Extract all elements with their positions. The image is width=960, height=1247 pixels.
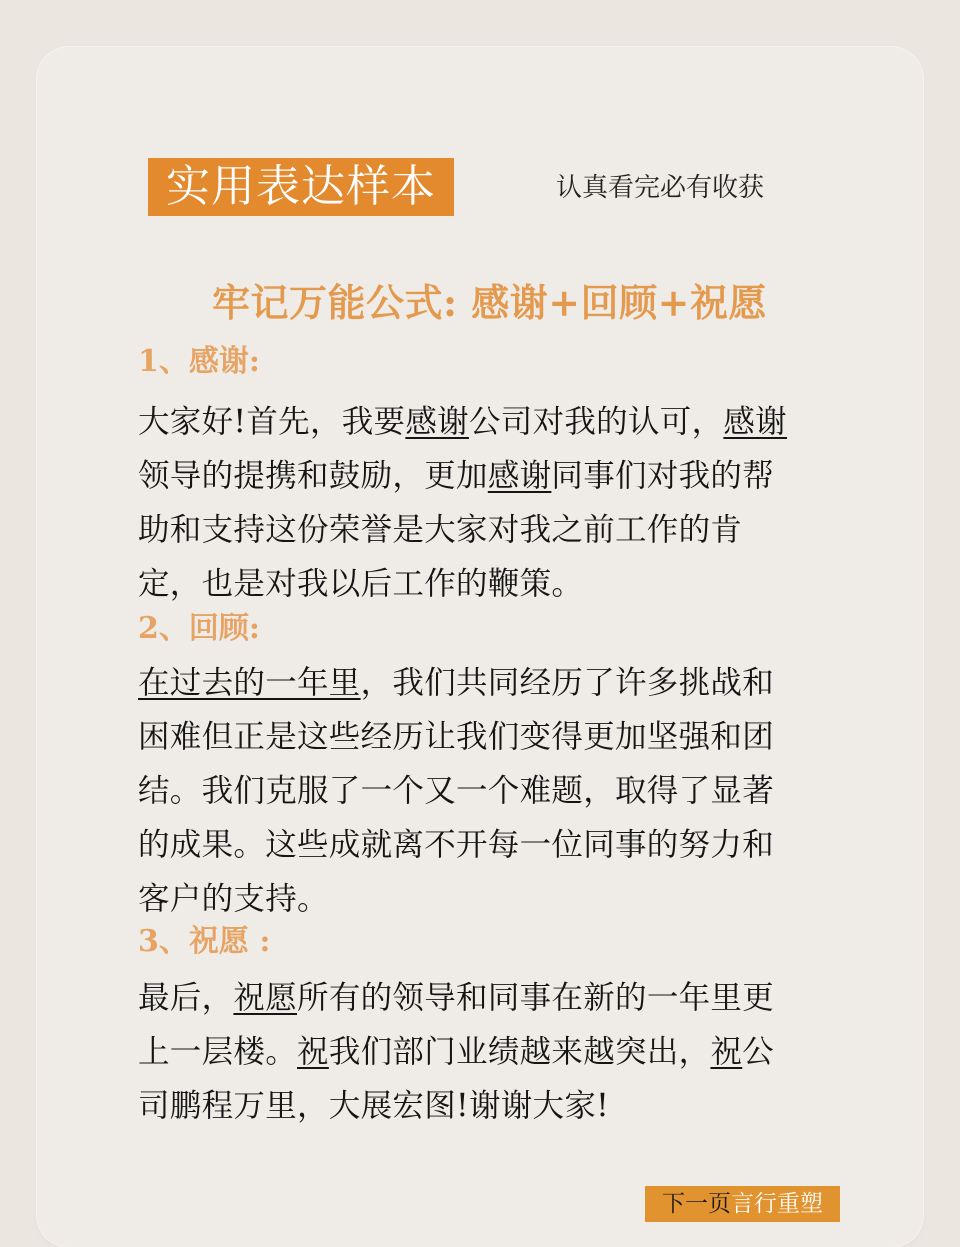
paragraph-line (138, 1025, 838, 1079)
title-badge: 实用表达样本 (148, 158, 454, 216)
text-run: 同事们对我的帮 (551, 458, 775, 494)
text-run: 大家好!首先，我要 (138, 404, 406, 440)
paragraph-line (138, 656, 838, 710)
section-title-thanks: 1、感谢: (138, 344, 260, 379)
formula-heading: 牢记万能公式: 感谢+回顾+祝愿 (212, 280, 767, 325)
underlined-text: 祝愿 (233, 980, 298, 1016)
text-run: 公 (742, 1034, 775, 1070)
underlined-text: 感谢 (405, 404, 469, 440)
brand-name: 言行重塑 (731, 1191, 823, 1217)
paragraph-line: 助和支持这份荣誉是大家对我之前工作的肯 (138, 512, 743, 548)
text-run: ，我们共同经历了许多挑战和 (360, 665, 775, 701)
text-run: 领导的提携和鼓励，更加 (138, 458, 488, 494)
paragraph-thanks (138, 395, 838, 611)
next-page-label: 下一页 (662, 1191, 731, 1217)
underlined-text: 祝 (710, 1034, 743, 1070)
paragraph-line: 客户的支持。 (138, 881, 329, 917)
paragraph-line (138, 971, 838, 1025)
section-title-wishes: 3、祝愿 : (138, 924, 271, 959)
paragraph-wishes (138, 971, 838, 1133)
paragraph-line (138, 395, 838, 449)
text-run: 上一层楼。 (138, 1034, 298, 1070)
paragraph-line: 定，也是对我以后工作的鞭策。 (138, 566, 584, 602)
paragraph-line: 的成果。这些成就离不开每一位同事的努力和 (138, 827, 775, 863)
underlined-text: 祝 (297, 1034, 329, 1070)
underlined-text: 感谢 (723, 404, 787, 440)
section-title-review: 2、回顾: (138, 611, 260, 646)
paragraph-line: 困难但正是这些经历让我们变得更加坚强和团 (138, 719, 775, 755)
text-run: 所有的领导和同事在新的一年里更 (297, 980, 775, 1016)
paragraph-review (138, 656, 838, 926)
text-run: 我们部门业绩越来越突出， (328, 1034, 711, 1070)
underlined-text: 在过去的一年里 (138, 665, 361, 701)
paragraph-line (138, 449, 838, 503)
next-page-tag[interactable] (645, 1186, 840, 1222)
paragraph-line: 司鹏程万里，大展宏图!谢谢大家! (138, 1088, 610, 1124)
text-run: 公司对我的认可， (468, 404, 724, 440)
underlined-text: 感谢 (487, 458, 552, 494)
text-run: 最后， (138, 980, 234, 1016)
subtitle: 认真看完必有收获 (556, 173, 765, 203)
paragraph-line: 结。我们克服了一个又一个难题，取得了显著 (138, 773, 775, 809)
